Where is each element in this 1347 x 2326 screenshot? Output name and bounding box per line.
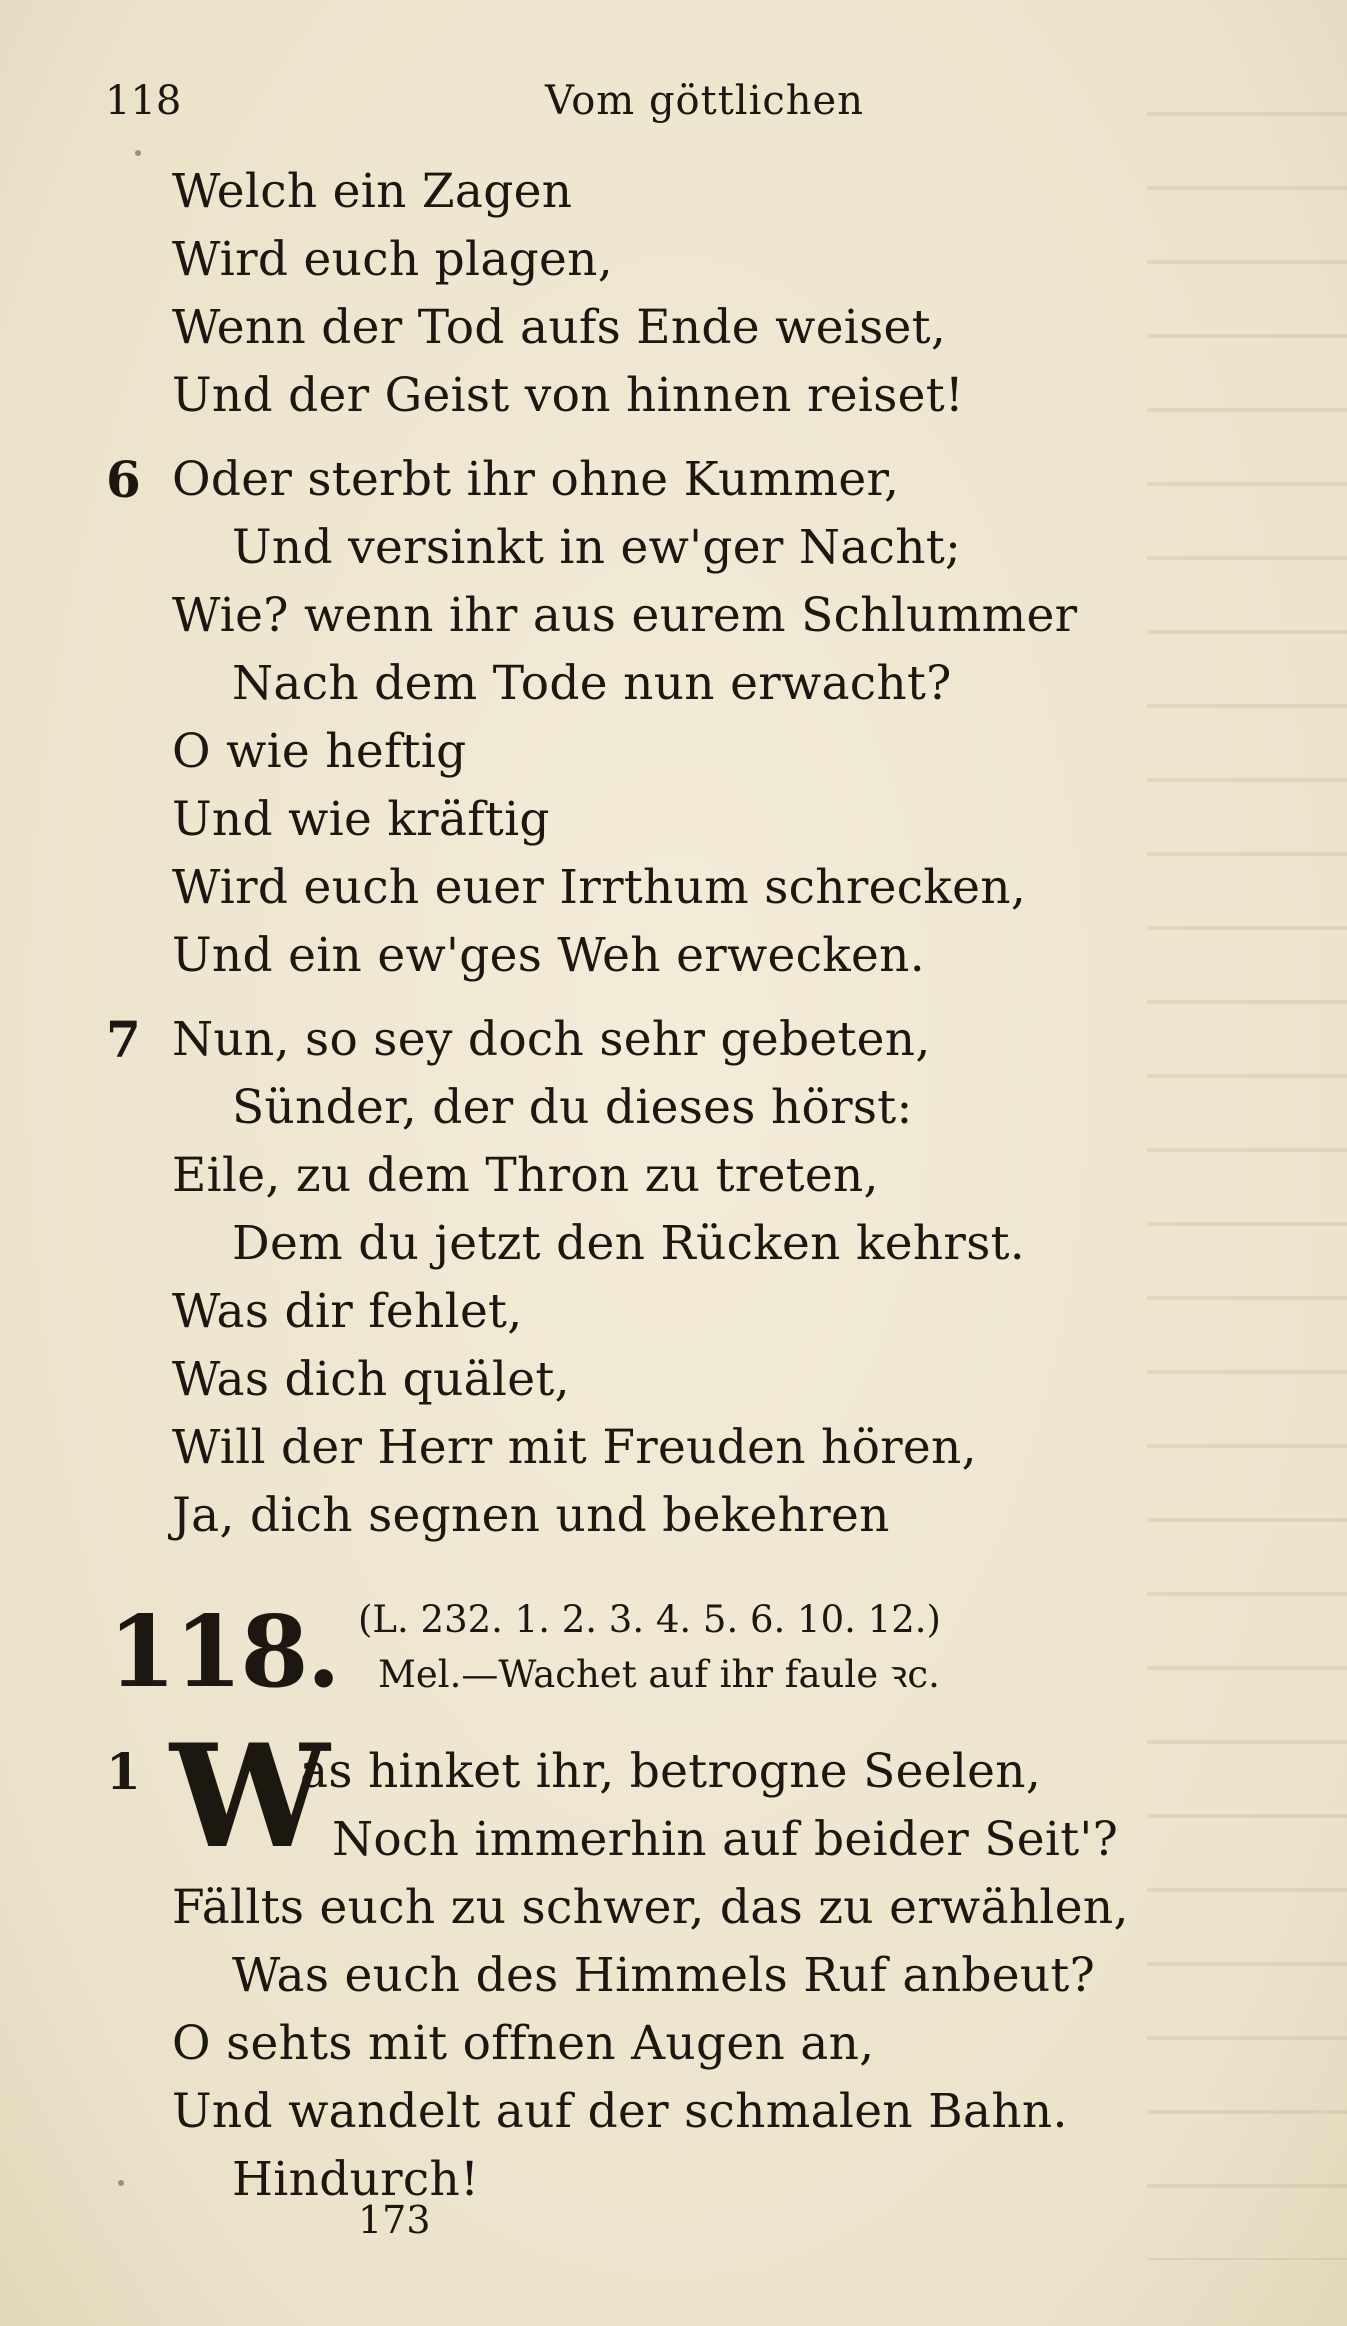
ink-speck bbox=[135, 150, 141, 156]
show-through-shadow bbox=[1147, 60, 1347, 2260]
verse-line: Wird euch plagen, bbox=[172, 232, 613, 287]
verse-line: Was dich quälet, bbox=[172, 1352, 570, 1407]
verse-line: Nach dem Tode nun erwacht? bbox=[232, 656, 952, 711]
verse-line: Ja, dich segnen und bekehren bbox=[172, 1488, 890, 1543]
verse-line: O sehts mit offnen Augen an, bbox=[172, 2016, 875, 2071]
verse-line: Was dir fehlet, bbox=[172, 1284, 523, 1339]
verse-line: Und der Geist von hinnen reiset! bbox=[172, 368, 965, 423]
verse-line: as hinket ihr, betrogne Seelen, bbox=[300, 1744, 1042, 1799]
hymn-reference: (L. 232. 1. 2. 3. 4. 5. 6. 10. 12.) bbox=[358, 1598, 941, 1641]
verse-line: Oder sterbt ihr ohne Kummer, bbox=[172, 452, 900, 507]
verse-line: Und ein ew'ges Weh erwecken. bbox=[172, 928, 925, 983]
stanza-number: 1 bbox=[106, 1742, 141, 1801]
verse-line: Fällts euch zu schwer, das zu erwählen, bbox=[172, 1880, 1129, 1935]
verse-line: Hindurch! bbox=[232, 2152, 480, 2207]
verse-line: Und wandelt auf der schmalen Bahn. bbox=[172, 2084, 1068, 2139]
verse-line: Eile, zu dem Thron zu treten, bbox=[172, 1148, 879, 1203]
verse-line: Noch immerhin auf beider Seit'? bbox=[332, 1812, 1119, 1867]
ink-speck bbox=[118, 2180, 124, 2186]
verse-line: Will der Herr mit Freuden hören, bbox=[172, 1420, 977, 1475]
hymn-number: 118. bbox=[108, 1595, 339, 1710]
verse-line: Wie? wenn ihr aus eurem Schlummer bbox=[172, 588, 1078, 643]
verse-line: Welch ein Zagen bbox=[172, 164, 573, 219]
drop-cap: W bbox=[170, 1714, 330, 1880]
stanza-number: 7 bbox=[106, 1010, 141, 1069]
signature-mark: 173 bbox=[358, 2198, 431, 2242]
verse-line: Und wie kräftig bbox=[172, 792, 550, 847]
verse-line: O wie heftig bbox=[172, 724, 467, 779]
page-header bbox=[105, 66, 1155, 136]
verse-line: Was euch des Himmels Ruf anbeut? bbox=[232, 1948, 1096, 2003]
stanza-number: 6 bbox=[106, 450, 141, 509]
running-title: Vom göttlichen bbox=[545, 78, 864, 124]
verse-line: Und versinkt in ew'ger Nacht; bbox=[232, 520, 962, 575]
verse-line: Nun, so sey doch sehr gebeten, bbox=[172, 1012, 931, 1067]
page-number: 118 bbox=[105, 78, 182, 124]
hymn-melody: Mel.—Wachet auf ihr faule ꝛc. bbox=[378, 1653, 940, 1696]
verse-line: Dem du jetzt den Rücken kehrst. bbox=[232, 1216, 1026, 1271]
verse-line: Sünder, der du dieses hörst: bbox=[232, 1080, 913, 1135]
verse-line: Wird euch euer Irrthum schrecken, bbox=[172, 860, 1027, 915]
verse-line: Wenn der Tod aufs Ende weiset, bbox=[172, 300, 947, 355]
